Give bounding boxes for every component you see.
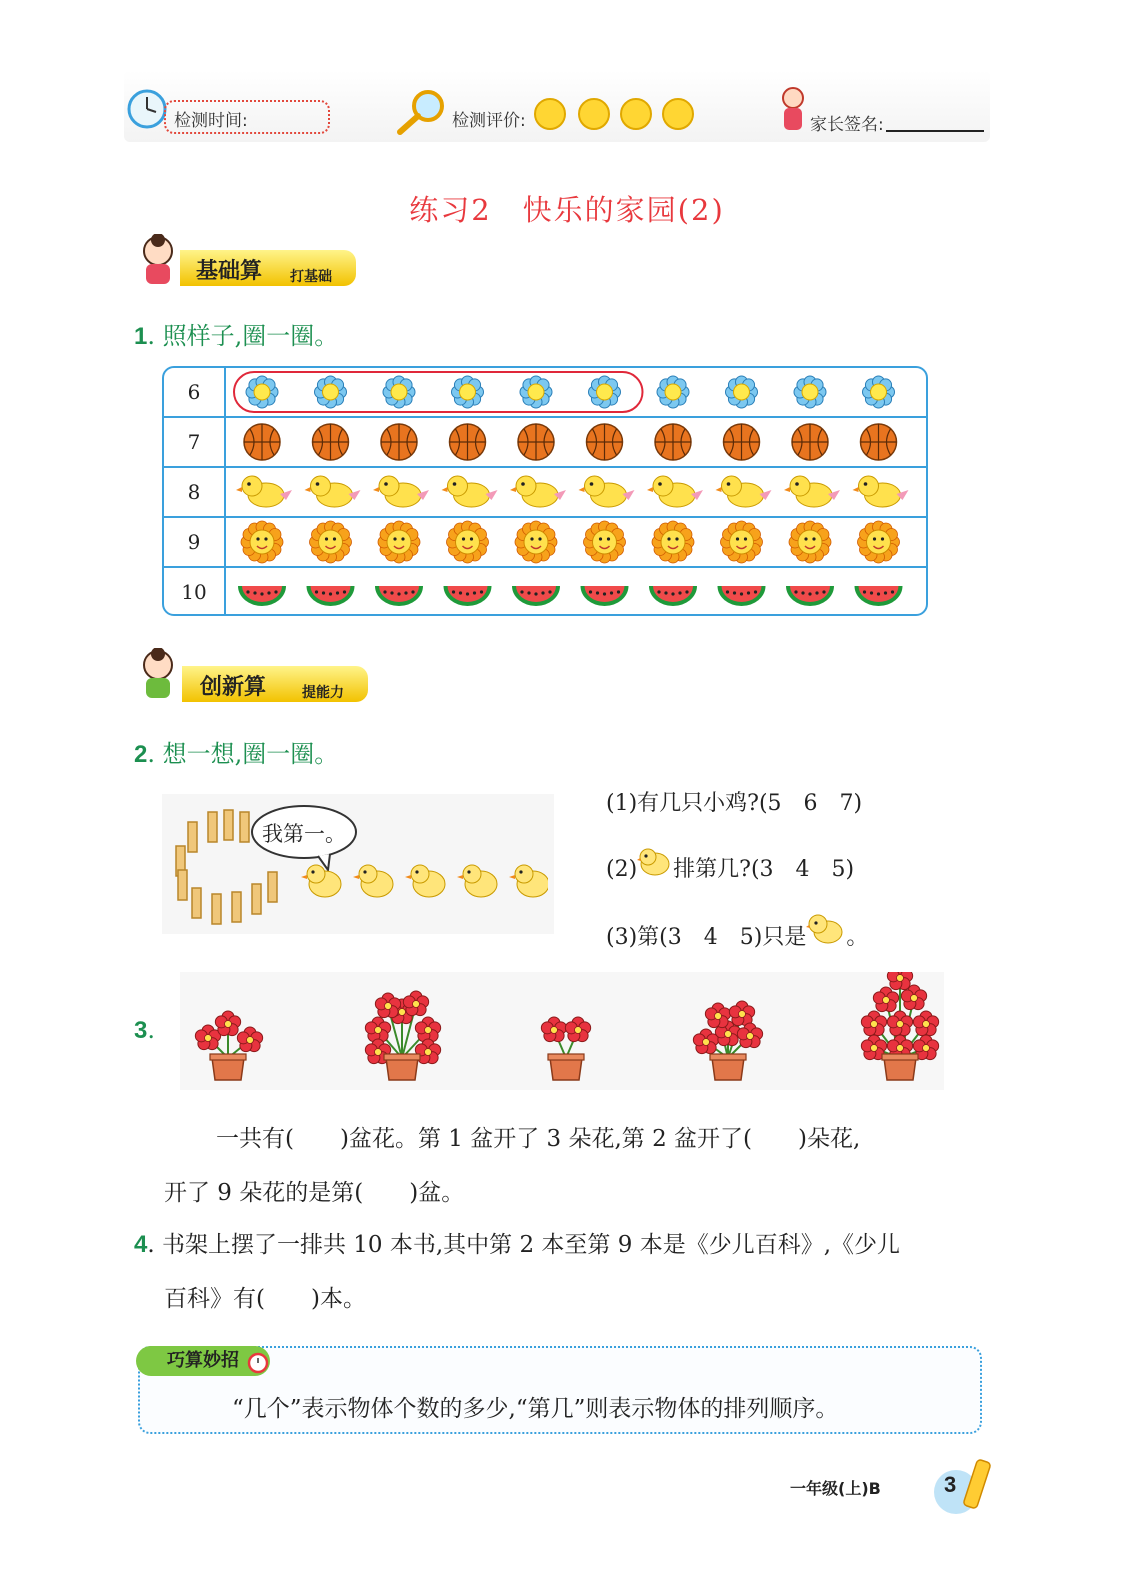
red-flower-icon <box>237 1027 262 1052</box>
chick-icon <box>637 846 673 882</box>
q2-sub3-suffix: 。 <box>846 925 869 950</box>
flower-pot <box>195 1011 262 1080</box>
chick-icon <box>442 476 498 507</box>
question-text: . 想一想,圈一圈。 <box>147 740 339 768</box>
row-label: 10 <box>181 580 207 604</box>
watermelon-icon <box>581 586 629 606</box>
red-flower-icon <box>415 1017 440 1042</box>
watermelon-icon <box>786 586 834 606</box>
flower-icon <box>383 376 415 408</box>
flower-icon <box>520 376 552 408</box>
question-4 <box>134 1226 900 1259</box>
pencil-mascot-icon <box>932 1456 994 1526</box>
girl-icon <box>776 84 810 136</box>
section-sub-label: 提能力 <box>302 685 344 701</box>
red-flower-icon <box>693 1029 718 1054</box>
q2-sub3-prefix: (3)第(3 4 5)只是 <box>606 925 807 950</box>
red-flower-icon <box>365 1017 390 1042</box>
row-label: 8 <box>187 480 201 504</box>
basketball-icon <box>861 424 897 460</box>
chick-icon <box>373 476 429 507</box>
sign-label: 家长签名: <box>810 115 884 135</box>
chick-icon <box>853 476 909 507</box>
flower-pot <box>541 1017 590 1080</box>
red-flower-icon <box>195 1025 220 1050</box>
grin-face-icon[interactable] <box>578 98 610 130</box>
basketball-icon <box>518 424 554 460</box>
neutral-face-icon[interactable] <box>620 98 652 130</box>
row-label: 6 <box>187 380 201 404</box>
chick-icon <box>353 865 393 897</box>
red-flower-icon <box>913 1011 938 1036</box>
flower-icon <box>794 376 826 408</box>
question-number: 4 <box>134 1231 148 1258</box>
flower-icon <box>315 376 347 408</box>
crying-face-icon[interactable] <box>662 98 694 130</box>
red-flower-icon <box>887 972 912 990</box>
tip-label: 巧算妙招 <box>136 1346 270 1376</box>
magnifier-icon <box>394 88 452 136</box>
sun-icon <box>584 521 626 563</box>
row-label: 7 <box>187 430 201 454</box>
chick-icon <box>784 476 840 507</box>
chick-row <box>298 854 548 904</box>
q3-line1: 一共有( )盆花。第 1 盆开了 3 朵花,第 2 盆开了( )朵花, <box>216 1126 861 1152</box>
page-number: 3 <box>944 1472 957 1497</box>
question-number: 2 <box>134 741 148 768</box>
flower-pots <box>180 972 944 1090</box>
question-3 <box>134 1016 155 1045</box>
watermelon-icon <box>855 586 903 606</box>
question-2 <box>134 734 338 769</box>
child-mascot-icon <box>134 234 184 288</box>
red-flower-icon <box>887 1011 912 1036</box>
flower-icon <box>452 376 484 408</box>
grade-label: 一年级(上)B <box>790 1479 881 1498</box>
chick-icon <box>510 476 566 507</box>
sun-icon <box>789 521 831 563</box>
question-1 <box>134 316 338 351</box>
basketball-icon <box>792 424 828 460</box>
chick-picture <box>162 794 554 934</box>
flower-icon <box>589 376 621 408</box>
time-label: 检测时间: <box>174 111 248 131</box>
watermelon-icon <box>649 586 697 606</box>
tip-text: “几个”表示物体个数的多少,“第几”则表示物体的排列顺序。 <box>232 1396 839 1422</box>
sun-icon <box>378 521 420 563</box>
q4-line1: . 书架上摆了一排共 10 本书,其中第 2 本至第 9 本是《少儿百科》,《少儿 <box>147 1232 901 1258</box>
page-title: 练习2 快乐的家园(2) <box>409 193 725 227</box>
q4-line2: 百科》有( )本。 <box>164 1286 366 1312</box>
basketball-icon <box>244 424 280 460</box>
eval-label: 检测评价: <box>452 111 526 131</box>
chick-icon <box>405 865 445 897</box>
red-flower-icon <box>737 1023 762 1048</box>
section-main-label: 基础算 <box>196 259 263 284</box>
red-flower-icon <box>375 993 400 1018</box>
watermelon-icon <box>238 586 286 606</box>
q2-sub2-suffix: 排第几?(3 4 5) <box>673 857 855 882</box>
sign-line[interactable] <box>886 130 984 132</box>
flower-pot <box>365 991 440 1080</box>
red-flower-icon <box>705 1003 730 1028</box>
red-flower-icon <box>861 1011 886 1036</box>
sun-icon <box>515 521 557 563</box>
chick-icon <box>509 865 548 897</box>
red-flower-icon <box>541 1017 566 1042</box>
basketball-icon <box>313 424 349 460</box>
q2-sub1: (1)有几只小鸡?(5 6 7) <box>606 791 863 816</box>
chick-icon <box>301 865 341 897</box>
sun-icon <box>310 521 352 563</box>
red-flower-icon <box>873 987 898 1012</box>
sun-icon <box>241 521 283 563</box>
counting-table <box>162 366 928 616</box>
chick-icon <box>305 476 361 507</box>
chick-icon <box>236 476 292 507</box>
chick-icon <box>579 476 635 507</box>
example-circle <box>234 372 643 412</box>
flower-icon <box>863 376 895 408</box>
chick-icon <box>806 912 846 950</box>
row-label: 9 <box>187 530 201 554</box>
watermelon-icon <box>444 586 492 606</box>
alarm-clock-icon <box>246 1350 270 1374</box>
q2-sub3 <box>606 912 868 951</box>
watermelon-icon <box>375 586 423 606</box>
section-sub-label: 打基础 <box>290 269 332 285</box>
watermelon-icon <box>718 586 766 606</box>
sun-icon <box>721 521 763 563</box>
table-icons <box>226 368 926 614</box>
flower-pots-picture <box>180 972 944 1090</box>
child-mascot-icon <box>134 648 186 704</box>
flower-icon <box>657 376 689 408</box>
q2-sub2 <box>606 846 854 883</box>
watermelon-icon <box>307 586 355 606</box>
question-text: . 照样子,圈一圈。 <box>147 322 339 350</box>
red-flower-icon <box>729 1001 754 1026</box>
flower-icon <box>246 376 278 408</box>
question-number: 1 <box>134 323 148 350</box>
red-flower-icon <box>403 991 428 1016</box>
basketball-icon <box>450 424 486 460</box>
q3-line2: 开了 9 朵花的是第( )盆。 <box>164 1180 465 1206</box>
flower-pot <box>861 972 938 1080</box>
watermelon-icon <box>512 586 560 606</box>
q2-sub2-prefix: (2) <box>606 857 638 882</box>
speech-text: 我第一。 <box>262 822 346 846</box>
red-flower-icon <box>565 1017 590 1042</box>
chick-icon <box>716 476 772 507</box>
chick-icon <box>457 865 497 897</box>
flower-icon <box>726 376 758 408</box>
basketball-icon <box>724 424 760 460</box>
sun-icon <box>447 521 489 563</box>
chick-icon <box>647 476 703 507</box>
section-main-label: 创新算 <box>200 675 267 700</box>
red-flower-icon <box>215 1011 240 1036</box>
question-text: . <box>147 1016 155 1044</box>
flower-pot <box>693 1001 762 1080</box>
question-number: 3 <box>134 1017 148 1044</box>
clock-icon <box>126 88 168 130</box>
laughing-face-icon[interactable] <box>534 98 566 130</box>
sun-icon <box>858 521 900 563</box>
basketball-icon <box>587 424 623 460</box>
sun-icon <box>652 521 694 563</box>
basketball-icon <box>381 424 417 460</box>
basketball-icon <box>655 424 691 460</box>
